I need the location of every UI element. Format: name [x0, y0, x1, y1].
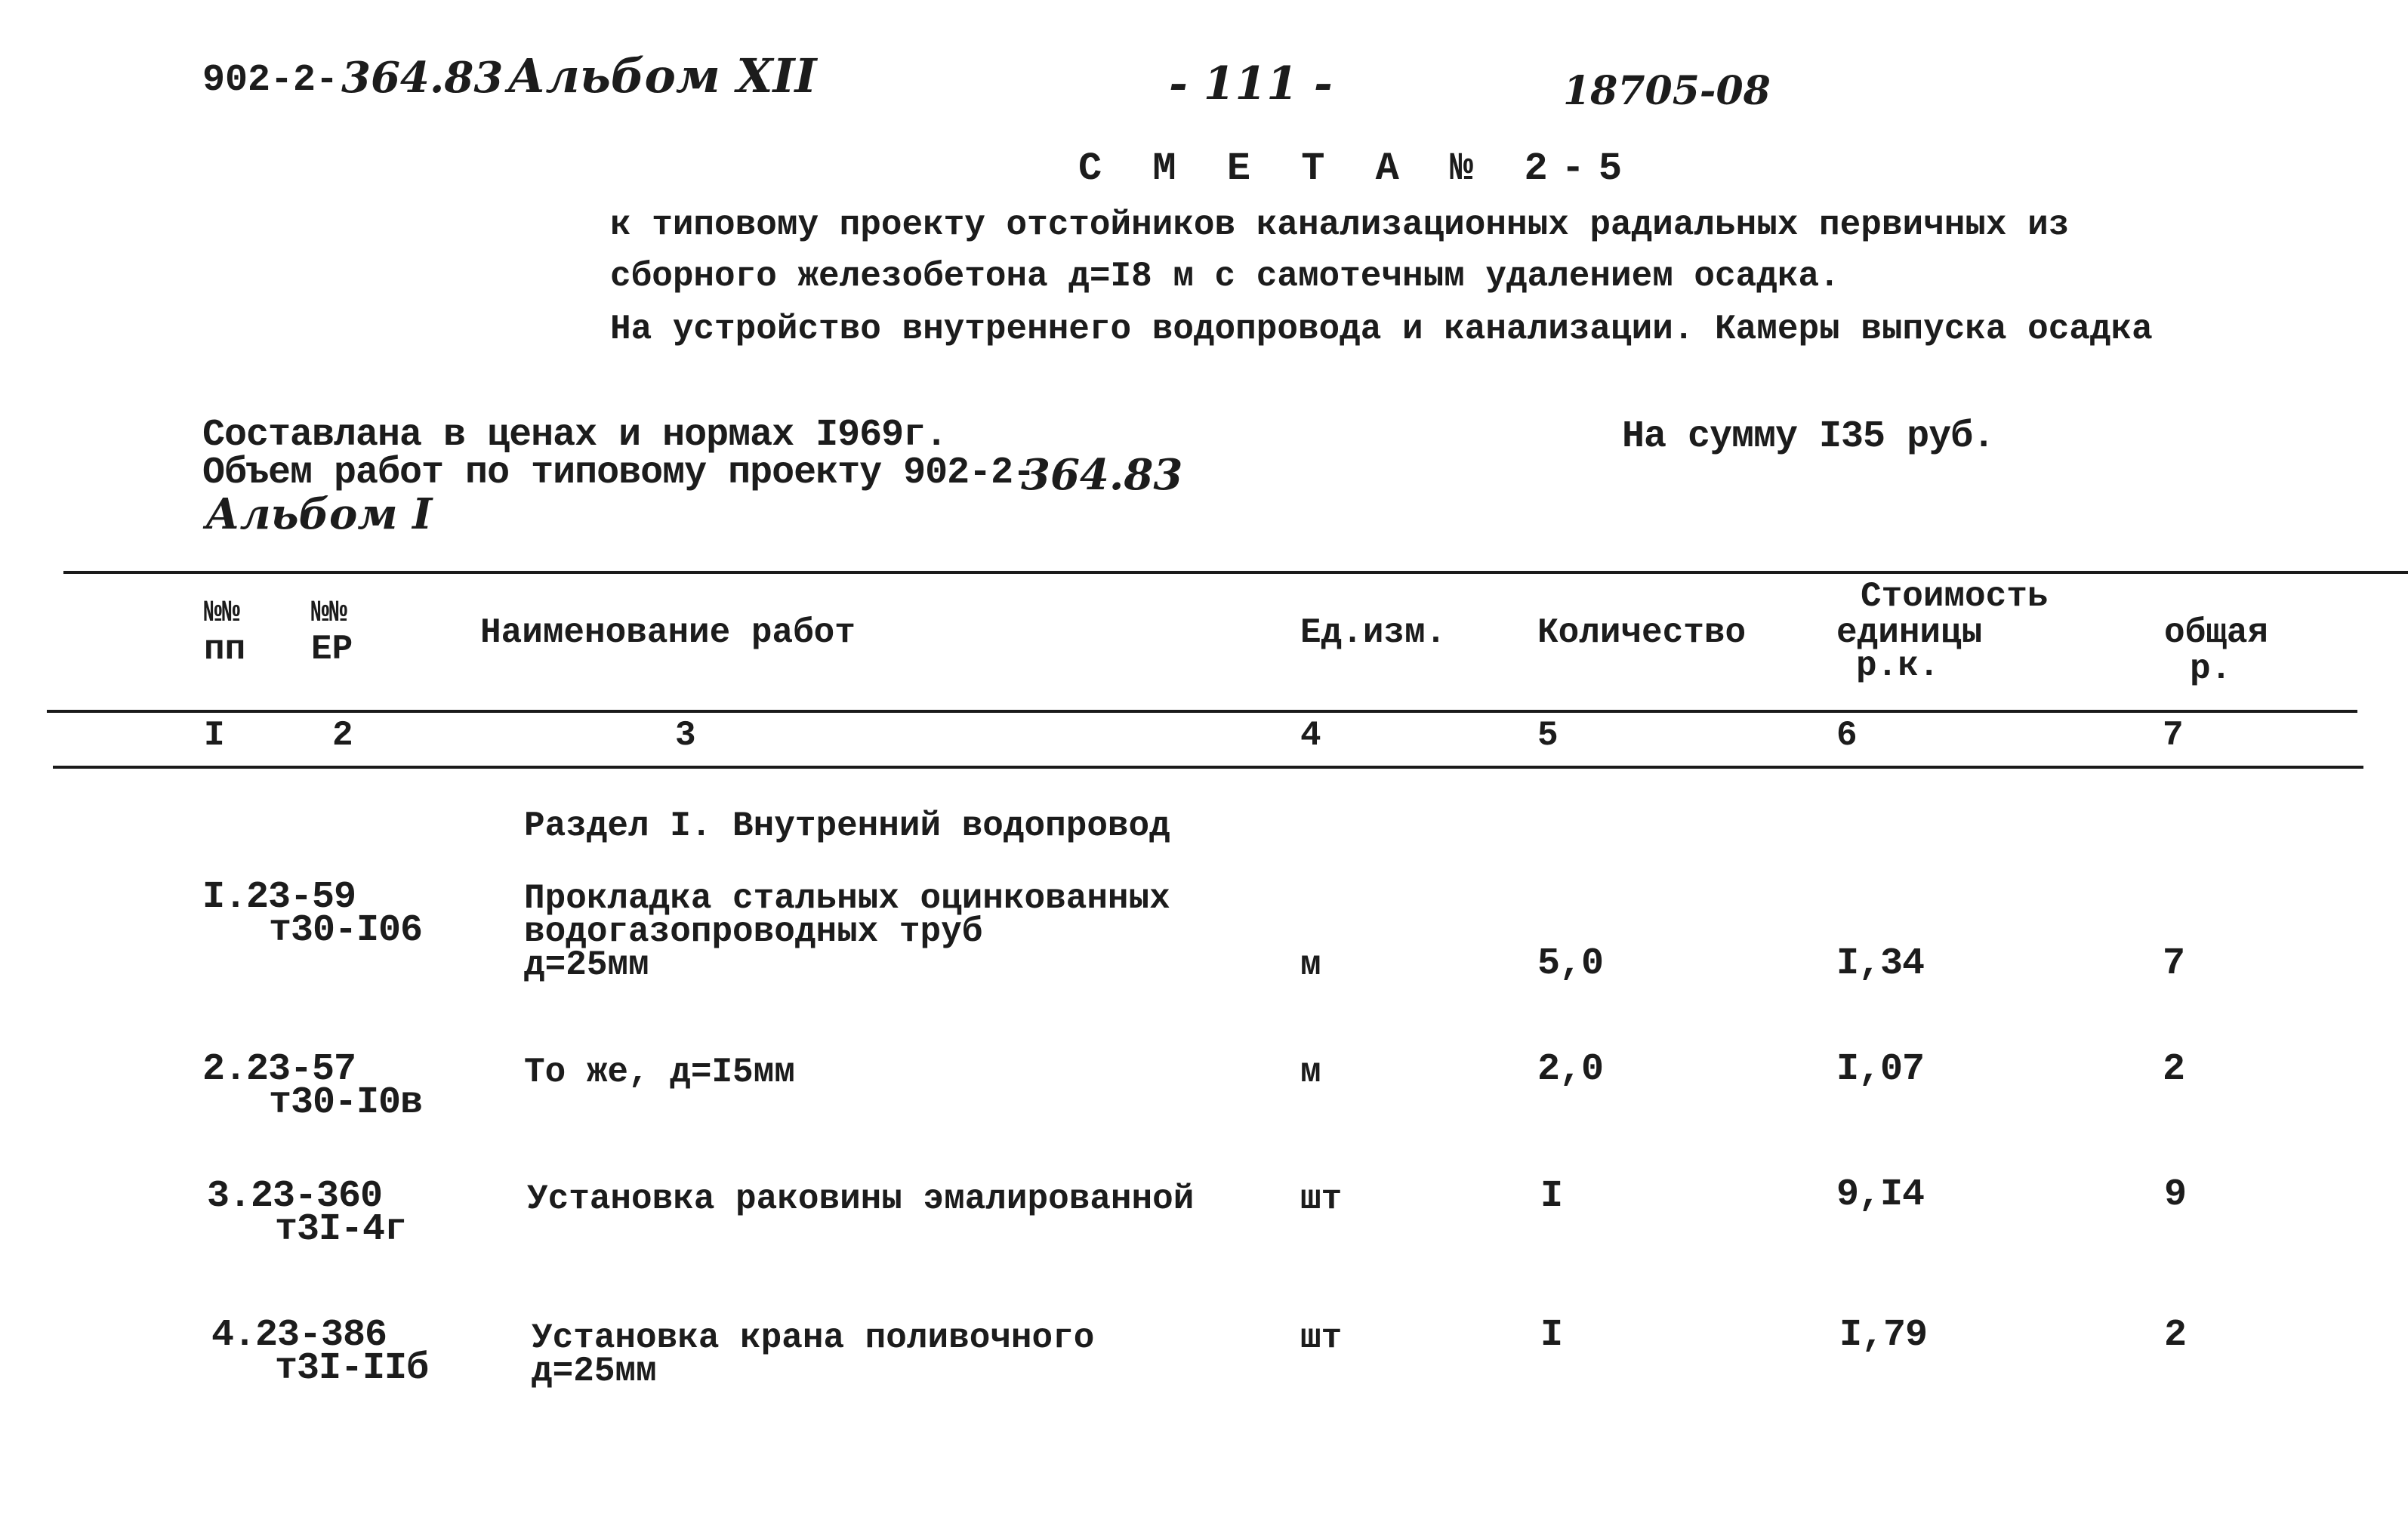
- row-3-name: Установка раковины эмалированной: [527, 1179, 1195, 1219]
- header-quantity: Количество: [1537, 613, 1747, 652]
- column-number-1: I: [204, 716, 225, 755]
- row-4-quantity: I: [1540, 1314, 1563, 1357]
- header-unit: Ед.изм.: [1300, 613, 1447, 652]
- album-reference-handwritten: Альбом I: [205, 489, 433, 539]
- row-1-unit-cost: I,34: [1836, 942, 1925, 985]
- row-1-code-b: т30-I06: [269, 909, 423, 952]
- row-3-unit: шт: [1300, 1179, 1343, 1219]
- volume-line-handwritten: 364.83: [1021, 450, 1183, 500]
- header-unit-cost-c: р.к.: [1856, 646, 1940, 686]
- header-row-number-b: пп: [204, 630, 246, 669]
- row-4-code-b: т3I-IIб: [275, 1347, 429, 1390]
- volume-line: Объем работ по типовому проекту 902-2-: [202, 452, 1035, 495]
- project-code-handwritten: 364.83: [341, 53, 504, 103]
- title-line-1: к типовому проекту отстойников канализационных радиальных первичных из: [610, 205, 2070, 245]
- total-sum-line: На сумму I35 руб.: [1622, 415, 1995, 458]
- page-number: - 111 -: [1169, 57, 1333, 110]
- row-3-unit-cost: 9,I4: [1836, 1173, 1925, 1216]
- row-2-code-b: т30-I0в: [269, 1081, 423, 1124]
- row-2-total: 2: [2163, 1048, 2185, 1091]
- header-er-number-a: №№: [311, 597, 348, 631]
- column-numbers-rule: [53, 766, 2363, 769]
- row-4-code: 4.23-386: [211, 1314, 387, 1357]
- row-2-quantity: 2,0: [1537, 1048, 1604, 1091]
- row-3-code: 3.23-360: [207, 1175, 383, 1218]
- document-heading: С М Е Т А № 2-5: [1078, 146, 1636, 191]
- row-1-name-2: водогазопроводных труб: [524, 912, 983, 951]
- row-1-unit: м: [1300, 945, 1321, 985]
- header-er-number-b: ЕР: [311, 630, 353, 669]
- header-unit-cost-a: Стоимость: [1861, 577, 2049, 616]
- header-row-number-a: №№: [204, 597, 241, 631]
- album-handwritten: Альбом XII: [507, 48, 817, 103]
- column-number-3: 3: [675, 716, 696, 755]
- row-1-name-3: д=25мм: [524, 945, 649, 985]
- row-1-quantity: 5,0: [1537, 942, 1604, 985]
- row-2-name: То же, д=I5мм: [524, 1053, 795, 1092]
- section-title: Раздел I. Внутренний водопровод: [524, 806, 1170, 846]
- column-number-4: 4: [1300, 716, 1321, 755]
- title-line-2: сборного железобетона д=I8 м с самотечным удалением осадка.: [610, 257, 1840, 296]
- column-number-6: 6: [1836, 716, 1858, 755]
- project-code: 902-2-: [202, 59, 339, 102]
- column-number-5: 5: [1537, 716, 1559, 755]
- column-number-7: 7: [2163, 716, 2184, 755]
- row-3-total: 9: [2164, 1173, 2187, 1216]
- header-unit-cost-b: единицы: [1836, 613, 1983, 652]
- row-4-name-2: д=25мм: [532, 1352, 657, 1391]
- row-4-name-1: Установка крана поливочного: [532, 1318, 1095, 1358]
- table-top-rule: [63, 571, 2408, 574]
- title-line-3: На устройство внутреннего водопровода и канализации. Камеры выпуска осадка: [610, 310, 2153, 349]
- row-1-name-1: Прокладка стальных оцинкованных: [524, 879, 1170, 918]
- row-1-code: I.23-59: [202, 876, 356, 919]
- row-2-code: 2.23-57: [202, 1048, 356, 1091]
- column-number-2: 2: [332, 716, 353, 755]
- header-work-name: Наименование работ: [480, 613, 856, 652]
- header-total-a: общая: [2164, 613, 2269, 652]
- prices-line: Составлана в ценах и нормах I969г.: [202, 414, 948, 457]
- row-2-unit: м: [1300, 1053, 1321, 1092]
- row-4-unit: шт: [1300, 1318, 1343, 1358]
- row-4-unit-cost: I,79: [1839, 1314, 1928, 1357]
- archive-number: 18705-08: [1563, 68, 1771, 114]
- header-bottom-rule: [47, 710, 2357, 713]
- row-3-quantity: I: [1540, 1175, 1563, 1218]
- header-total-b: р.: [2190, 649, 2232, 689]
- row-2-unit-cost: I,07: [1836, 1048, 1925, 1091]
- row-4-total: 2: [2164, 1314, 2187, 1357]
- row-1-total: 7: [2163, 942, 2185, 985]
- row-3-code-b: т3I-4г: [275, 1208, 407, 1251]
